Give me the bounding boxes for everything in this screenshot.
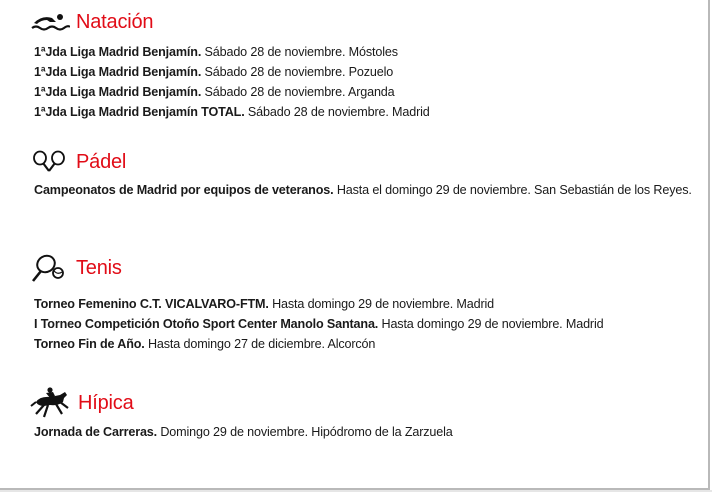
entry-text: Domingo 29 de noviembre. Hipódromo de la Zarzuela (157, 425, 453, 439)
horse-jockey-icon (30, 386, 72, 420)
entry-text: Sábado 28 de noviembre. Móstoles (201, 45, 398, 59)
entry-list (30, 294, 708, 354)
section-header (30, 386, 708, 420)
entry-list (30, 180, 708, 200)
entry-text: Hasta el domingo 29 de noviembre. San Sebastián de los Reyes. (333, 183, 692, 197)
section-header (30, 252, 708, 284)
entry-bold: 1ªJda Liga Madrid Benjamín. (34, 65, 202, 79)
section-natacion (30, 8, 708, 122)
entry-bold: Torneo Fin de Año. (34, 337, 145, 351)
section-title: Hípica (78, 391, 134, 414)
tennis-racket-icon (30, 253, 70, 283)
section-title: Pádel (76, 150, 127, 173)
section-header (30, 148, 708, 176)
entry-bold: 1ªJda Liga Madrid Benjamín. (34, 85, 202, 99)
entry-text: Hasta domingo 29 de noviembre. Madrid (268, 297, 495, 311)
list-item (34, 422, 708, 442)
entry-list (30, 42, 708, 122)
section-title: Natación (76, 10, 154, 33)
list-item (34, 294, 708, 314)
section-hipica (30, 386, 708, 442)
entry-text: Sábado 28 de noviembre. Madrid (244, 105, 430, 119)
entry-bold: Torneo Femenino C.T. VICALVARO-FTM. (34, 297, 269, 311)
padel-rackets-icon (30, 150, 70, 174)
section-header (30, 8, 708, 36)
list-item (34, 180, 708, 200)
list-item (34, 82, 708, 102)
list-item (34, 314, 708, 334)
list-item (34, 62, 708, 82)
section-tenis (30, 252, 708, 354)
entry-bold: I Torneo Competición Otoño Sport Center Manolo Santana. (34, 317, 379, 331)
entry-text: Hasta domingo 29 de noviembre. Madrid (378, 317, 604, 331)
entry-list (30, 422, 708, 442)
entry-bold: Campeonatos de Madrid por equipos de veteranos. (34, 183, 334, 197)
swimmer-icon (30, 11, 70, 33)
list-item (34, 42, 708, 62)
list-item (34, 102, 708, 122)
entry-text: Hasta domingo 27 de diciembre. Alcorcón (144, 337, 376, 351)
section-padel (30, 148, 708, 200)
entry-bold: Jornada de Carreras. (34, 425, 157, 439)
list-item (34, 334, 708, 354)
section-title: Tenis (76, 256, 122, 279)
entry-bold: 1ªJda Liga Madrid Benjamín TOTAL. (34, 105, 245, 119)
entry-text: Sábado 28 de noviembre. Pozuelo (201, 65, 394, 79)
entry-text: Sábado 28 de noviembre. Arganda (201, 85, 395, 99)
entry-bold: 1ªJda Liga Madrid Benjamín. (34, 45, 202, 59)
